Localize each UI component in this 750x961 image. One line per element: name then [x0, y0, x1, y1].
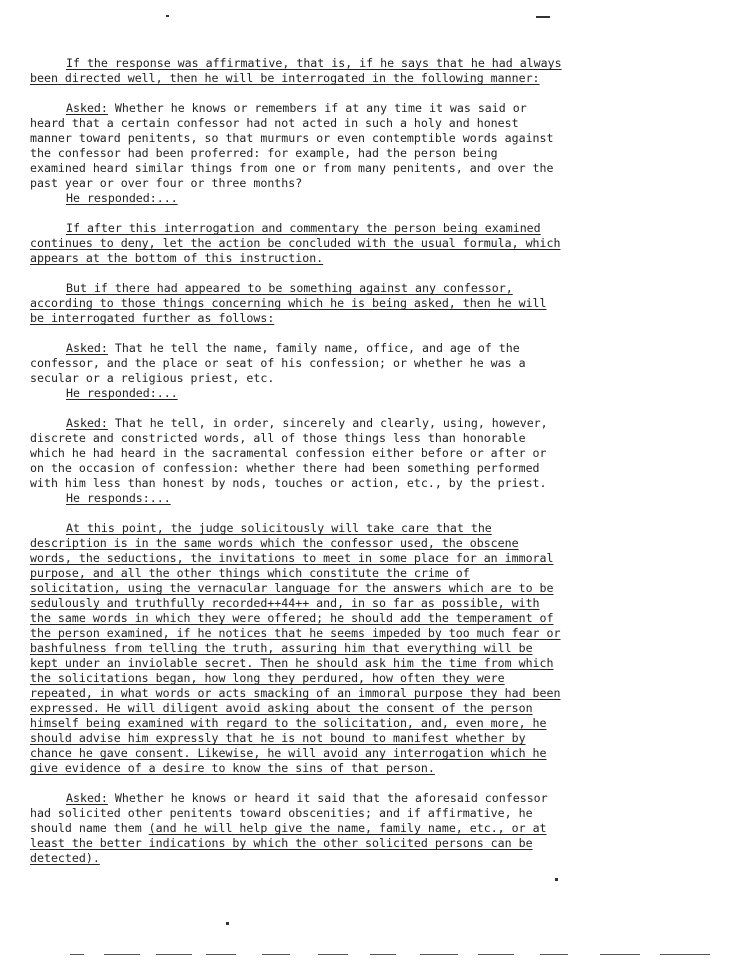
- paragraph-judge-instruction: [30, 521, 590, 776]
- text-line: examined heard similar things from one or from many penitents, and over the: [30, 161, 554, 175]
- asked-label: Asked:: [66, 341, 108, 355]
- asked-label: Asked:: [66, 791, 108, 805]
- scan-edge-line: [262, 954, 290, 955]
- text-line: secular or a religious priest, etc.: [30, 371, 275, 385]
- text-line: [30, 791, 590, 806]
- scan-edge-line: [660, 954, 710, 955]
- text-line: according to those things concerning which he is being asked, then he will: [30, 296, 547, 310]
- paragraph-affirmative-response: [30, 56, 590, 86]
- scan-edge-line: [420, 954, 458, 955]
- text-line: on the occasion of confession: whether there had been something performed: [30, 461, 540, 475]
- text-line: If the response was affirmative, that is, if he says that he had always: [66, 56, 562, 70]
- text-line: repeated, in what words or acts smacking of an immoral purpose they had been: [30, 686, 561, 700]
- response-line: [30, 386, 590, 401]
- scan-edge-line: [156, 954, 192, 955]
- text-line: continues to deny, let the action be concluded with the usual formula, which: [30, 236, 561, 250]
- text-line: been directed well, then he will be interrogated in the following manner:: [30, 71, 540, 85]
- response-line: [30, 191, 590, 206]
- text-line: had solicited other penitents toward obscenities; and if affirmative, he: [30, 806, 533, 820]
- text-line: the same words in which they were offered; he should add the temperament of: [30, 611, 554, 625]
- text-line: should advise him expressly that he is not bound to manifest whether by: [30, 731, 526, 745]
- scan-edge-line: [540, 954, 568, 955]
- paragraph-asked-name: [30, 341, 590, 401]
- text-line: purpose, and all the other things which constitute the crime of: [30, 566, 470, 580]
- text-line: confessor, and the place or seat of his confession; or whether he was a: [30, 356, 526, 370]
- text-line: the solicitations began, how long they perdured, how often they were: [30, 671, 505, 685]
- scan-speck: [536, 16, 550, 18]
- text-line: [30, 851, 590, 866]
- scan-edge-line: [600, 954, 640, 955]
- text-line: sedulously and truthfully recorded++44++ and, in so far as possible, with: [30, 596, 540, 610]
- text-line: chance he gave consent. Likewise, he will avoid any interrogation which he: [30, 746, 547, 760]
- scan-edge-line: [206, 954, 236, 955]
- paragraph-asked-other-penitents: [30, 791, 590, 866]
- text-line: least the better indications by which the other solicited persons can be: [30, 836, 533, 850]
- paragraph-something-against: [30, 281, 590, 326]
- text-line: At this point, the judge solicitously will take care that the: [66, 521, 492, 535]
- text-line: give evidence of a desire to know the sins of that person.: [30, 761, 435, 775]
- text-line: heard that a certain confessor had not acted in such a holy and honest: [30, 116, 519, 130]
- text-line: the person examined, if he notices that he seems impeded by too much fear or: [30, 626, 561, 640]
- scan-speck: [226, 922, 229, 925]
- asked-label: Asked:: [66, 416, 108, 430]
- text-line: [30, 341, 590, 356]
- text-line: bashfulness from telling the truth, assuring him that everything will be: [30, 641, 533, 655]
- text-line: himself being examined with regard to the solicitation, and, even more, he: [30, 716, 547, 730]
- text-line: description is in the same words which the confessor used, the obscene: [30, 536, 519, 550]
- asked-label: Asked:: [66, 101, 108, 115]
- text-line: discrete and constricted words, all of those things less than honorable: [30, 431, 526, 445]
- scan-edge-line: [318, 954, 348, 955]
- scan-edge-line: [104, 954, 140, 955]
- text-line: manner toward penitents, so that murmurs or even contemptible words against: [30, 131, 554, 145]
- text-line: solicitation, using the vernacular language for the answers which are to be: [30, 581, 554, 595]
- paragraph-asked-remembers: [30, 101, 590, 206]
- paragraph-continues-deny: [30, 221, 590, 266]
- response-line: [30, 491, 590, 506]
- text-line: If after this interrogation and commentary the person being examined: [66, 221, 541, 235]
- asked-text: That he tell the name, family name, office, and age of the: [107, 341, 520, 355]
- text-line: past year or over four or three months?: [30, 176, 303, 190]
- text-line: [30, 416, 590, 431]
- text-line: appears at the bottom of this instruction.: [30, 251, 324, 265]
- text-line: kept under an inviolable secret. Then he should ask him the time from which: [30, 656, 554, 670]
- asked-text: That he tell, in order, sincerely and clearly, using, however,: [107, 416, 548, 430]
- scan-edge-line: [478, 954, 514, 955]
- asked-text: Whether he knows or heard it said that the aforesaid confessor: [107, 791, 548, 805]
- scan-speck: [555, 878, 558, 881]
- text-line: with him less than honest by nods, touches or action, etc., by the priest.: [30, 476, 547, 490]
- text-line: the confessor had been proferred: for example, had the person being: [30, 146, 498, 160]
- text-segment-underlined: (and he will help give the name, family name, etc., or at: [148, 821, 547, 835]
- document-page: [30, 56, 590, 881]
- text-line: which he had heard in the sacramental confession either before or after or: [30, 446, 547, 460]
- text-line: But if there had appeared to be something against any confessor,: [66, 281, 513, 295]
- response-text: He responds:...: [66, 491, 171, 505]
- asked-text: Whether he knows or remembers if at any time it was said or: [107, 101, 527, 115]
- text-line: be interrogated further as follows:: [30, 311, 275, 325]
- text-line: [30, 101, 590, 116]
- response-text: He responded:...: [66, 386, 178, 400]
- text-line: [30, 821, 590, 836]
- response-text: He responded:...: [66, 191, 178, 205]
- text-line: words, the seductions, the invitations to meet in some place for an immoral: [30, 551, 554, 565]
- scan-edge-line: [70, 954, 84, 955]
- text-segment: should name them: [30, 821, 149, 835]
- text-line: expressed. He will diligent avoid asking about the consent of the person: [30, 701, 533, 715]
- paragraph-asked-order: [30, 416, 590, 506]
- text-segment-underlined: detected).: [30, 851, 100, 865]
- scan-edge-line: [370, 954, 396, 955]
- scan-speck: [166, 15, 169, 17]
